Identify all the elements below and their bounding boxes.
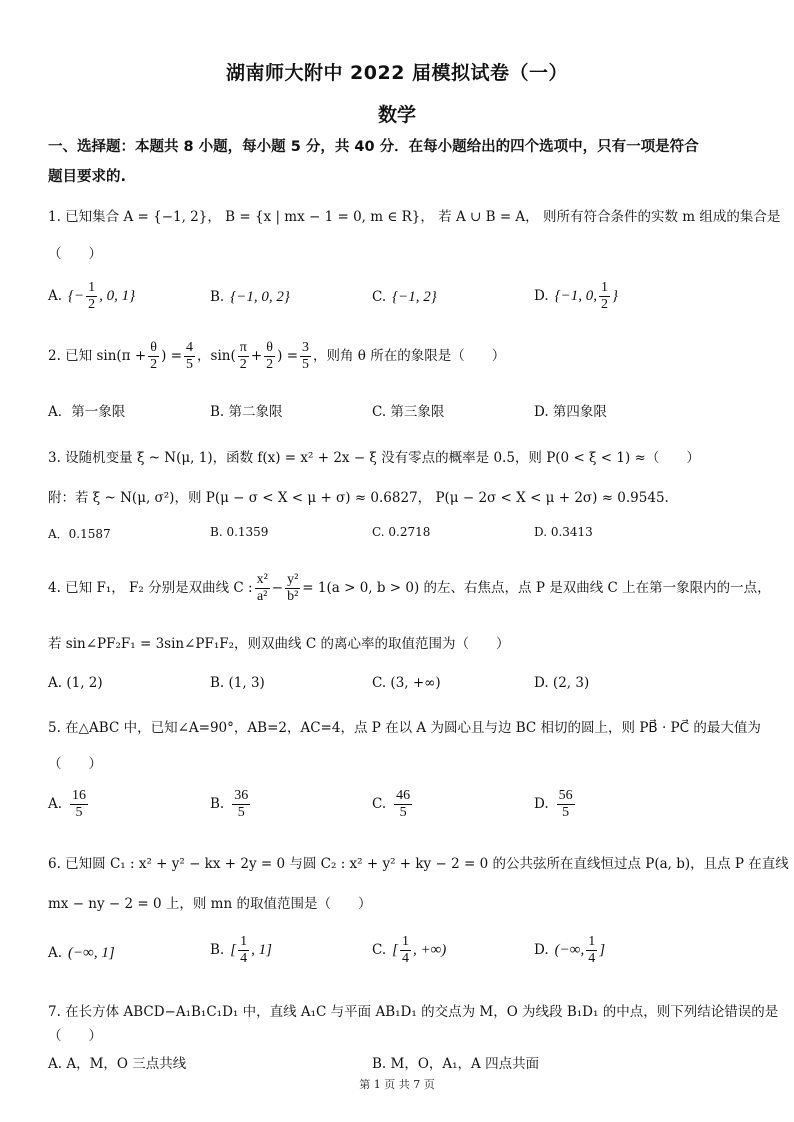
q5-option-d: D. $\frac{56}{5}$ [534,788,573,820]
q4-option-a: A. (1, 2) [48,675,103,691]
q5-option-c: C. $\frac{46}{5}$ [372,788,411,820]
q2-option-b: B. 第二象限 [210,404,283,420]
q5-option-a: A. $\frac{16}{5}$ [48,788,87,820]
q4-option-c: C. (3, +∞) [372,675,441,691]
subject-title: 数学 [377,104,416,126]
q1-stem-line1: 1. 已知集合 A = {−1, 2}， B = {x | mx − 1 = 0, m ∈ R}， 若 A ∪ B = A， 则所有符合条件的实数 m 组成的集合是 [48,209,781,225]
q6-option-b: B. [ $\frac{1}{4}$ , 1] [210,934,272,966]
q5-stem-line1: 5. 在△ABC 中，已知∠A=90°，AB=2，AC=4，点 P 在以 A 为圆心且与边 BC 相切的圆上，则 PB⃗ · PC⃗ 的最大值为 [48,720,761,736]
q1-option-a: A. {− $\frac{1}{2}$ , 0, 1} [48,280,136,312]
q2-option-d: D. 第四象限 [534,404,607,420]
q1-option-c: C. {−1, 2} [372,289,437,305]
q4-option-b: B. (1, 3) [210,675,265,691]
q3-stem-line2: 附：若 ξ ~ N(μ, σ²)，则 P(μ − σ < X < μ + σ) ≈ 0.6827， P(μ − 2σ < X < μ + 2σ) ≈ 0.9545. [48,490,669,506]
q2-option-c: C. 第三象限 [372,404,445,420]
q1-option-b: B. {−1, 0, 2} [210,289,290,305]
q6-stem-line1: 6. 已知圆 C₁ : x² + y² − kx + 2y = 0 与圆 C₂ : x² + y² + ky − 2 = 0 的公共弦所在直线恒过点 P(a, b)，且点 P 在直线 [48,856,789,872]
q6-option-a: A. (−∞, 1] [48,945,115,961]
q3-stem-line1: 3. 设随机变量 ξ ~ N(μ, 1)，函数 f(x) = x² + 2x − ξ 没有零点的概率是 0.5，则 P(0 < ξ < 1) ≈（ ） [48,450,700,466]
q1-stem-line2: （ ） [48,246,102,262]
section-heading-line2: 题目要求的. [48,169,127,185]
q2-option-a: A．第一象限 [48,404,126,420]
q6-stem-line2: mx − ny − 2 = 0 上，则 mn 的取值范围是（ ） [48,896,372,912]
q1-option-d: D. {−1, 0, $\frac{1}{2}$ } [534,280,619,312]
q7-stem-line2: （ ） [48,1028,102,1044]
q4-option-d: D. (2, 3) [534,675,590,691]
q4-stem-line2: 若 sin∠PF₂F₁ = 3sin∠PF₁F₂，则双曲线 C 的离心率的取值范围为（ ） [48,636,510,652]
q7-option-a: A. A，M，O 三点共线 [48,1056,187,1072]
q6-option-c: C. [ $\frac{1}{4}$ , +∞) [372,934,447,966]
q5-stem-line2: （ ） [48,756,102,772]
q3-option-a: A．0.1587 [48,527,111,541]
exam-title: 湖南师大附中 2022 届模拟试卷（一） [225,62,569,84]
q7-option-b: B. M，O，A₁，A 四点共面 [372,1056,540,1072]
q2-stem: 2. 已知 sin(π + $\frac{\theta}{2}$ ) = $\frac{4}{5}$ ，sin( $\frac{\pi}{2}$ + $\frac{\theta}{2}$ ) = $\frac{3}{5}$ ，则角 θ 所在的象限是（ ） [48,340,506,372]
q3-option-d: D. 0.3413 [534,525,593,539]
q7-stem-line1: 7. 在长方体 ABCD−A₁B₁C₁D₁ 中，直线 A₁C 与平面 AB₁D₁ 的交点为 M，O 为线段 B₁D₁ 的中点，则下列结论错误的是 [48,1004,779,1020]
q5-option-b: B. $\frac{36}{5}$ [210,788,249,820]
page-footer: 第 1 页 共 7 页 [359,1078,435,1091]
q4-stem-line1: 4. 已知 F₁， F₂ 分别是双曲线 C : $\frac{\text{x²}}{\text{a²}}$ − $\frac{\text{y²}}{\text{b²}}$ = 1(a > 0, b > 0) 的左、右焦点，点 P 是双曲线 C 上在第一象限内的一点， [48,572,771,604]
q6-option-d: D. (−∞, $\frac{1}{4}$ ] [534,934,606,966]
section-heading-line1: 一、选择题：本题共 8 小题，每小题 5 分，共 40 分．在每小题给出的四个选项中，只有一项是符合 [48,139,699,155]
q3-option-b: B. 0.1359 [210,525,269,539]
q3-option-c: C. 0.2718 [372,525,431,539]
